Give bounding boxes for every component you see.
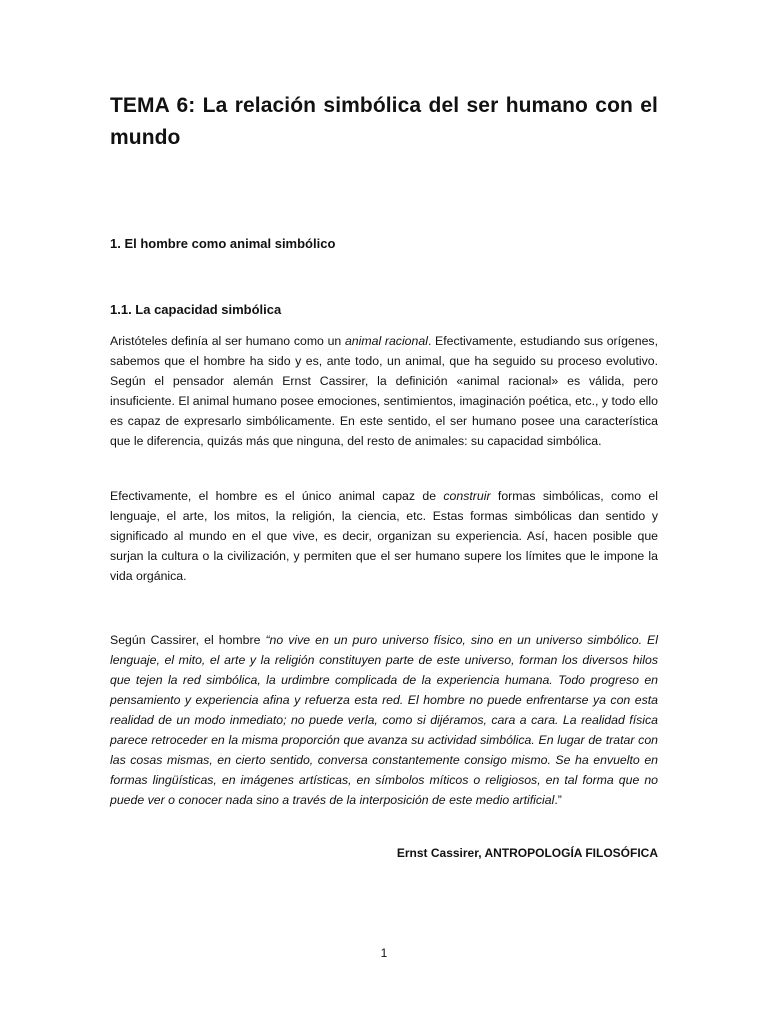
section-heading: 1. El hombre como animal simbólico [110,236,336,251]
paragraph-2 [110,486,658,586]
paragraph-2-text-start: Efectivamente, el hombre es el único animal capaz de [110,489,444,503]
paragraph-2-text-end: formas simbólicas, como el lenguaje, el arte, los mitos, la religión, la ciencia, etc. Estas formas simbólicas dan sentido y significado al mundo en el que vive, es decir, organizan su experiencia. Así, hacen posible que surjan la cultura o la civilización, y permiten que el ser humano supere los límites que le impone la vida orgánica. [110,489,658,583]
page-title: TEMA 6: La relación simbólica del ser humano con el mundo [110,94,658,149]
quote-body: “no vive en un puro universo físico, sino en un universo simbólico. El lenguaje, el mito, el arte y la religión constituyen parte de este universo, forman los diversos hilos que tejen la red simbólica, la urdimbre complicada de la experiencia humana. Todo progreso en pensamiento y experiencia afina y refuerza esta red. El hombre no puede enfrentarse ya con esta realidad de un modo inmediato; no puede verla, como si dijéramos, cara a cara. La realidad física parece retroceder en la misma proporción que avanza su actividad simbólica. En lugar de tratar con las cosas mismas, en cierto sentido, conversa constantemente consigo mismo. Se ha envuelto en formas lingüísticas, en imágenes artísticas, en símbolos míticos o religiosos, en tal forma que no puede ver o conocer nada sino a través de la interposición de este medio artificial [110,633,658,807]
quote-attribution: Ernst Cassirer, ANTROPOLOGÍA FILOSÓFICA [396,846,658,860]
quote-lead: Según Cassirer, el hombre [110,633,266,647]
subsection-heading: 1.1. La capacidad simbólica [110,302,282,317]
quote-end: .” [554,793,562,807]
paragraph-2-emphasis: construir [443,489,491,503]
paragraph-1-text-start: Aristóteles definía al ser humano como un [110,334,345,348]
paragraph-1-text-end: . Efectivamente, estudiando sus orígenes, sabemos que el hombre ha sido y es, ante todo, un animal, que ha seguido su proceso evolutivo. Según el pensador alemán Ernst Cassirer, la definición «animal racional» es válida, pero insuficiente. El animal humano posee emociones, sentimientos, imaginación poética, etc., y todo ello es capaz de expresarlo simbólicamente. En este sentido, el ser humano posee una característica que le diferencia, quizás más que ninguna, del resto de animales: su capacidad simbólica. [110,334,658,448]
paragraph-1 [110,331,658,451]
paragraph-1-emphasis: animal racional [344,334,428,348]
cassirer-quote [110,630,658,810]
page-number: 1 [380,946,388,960]
